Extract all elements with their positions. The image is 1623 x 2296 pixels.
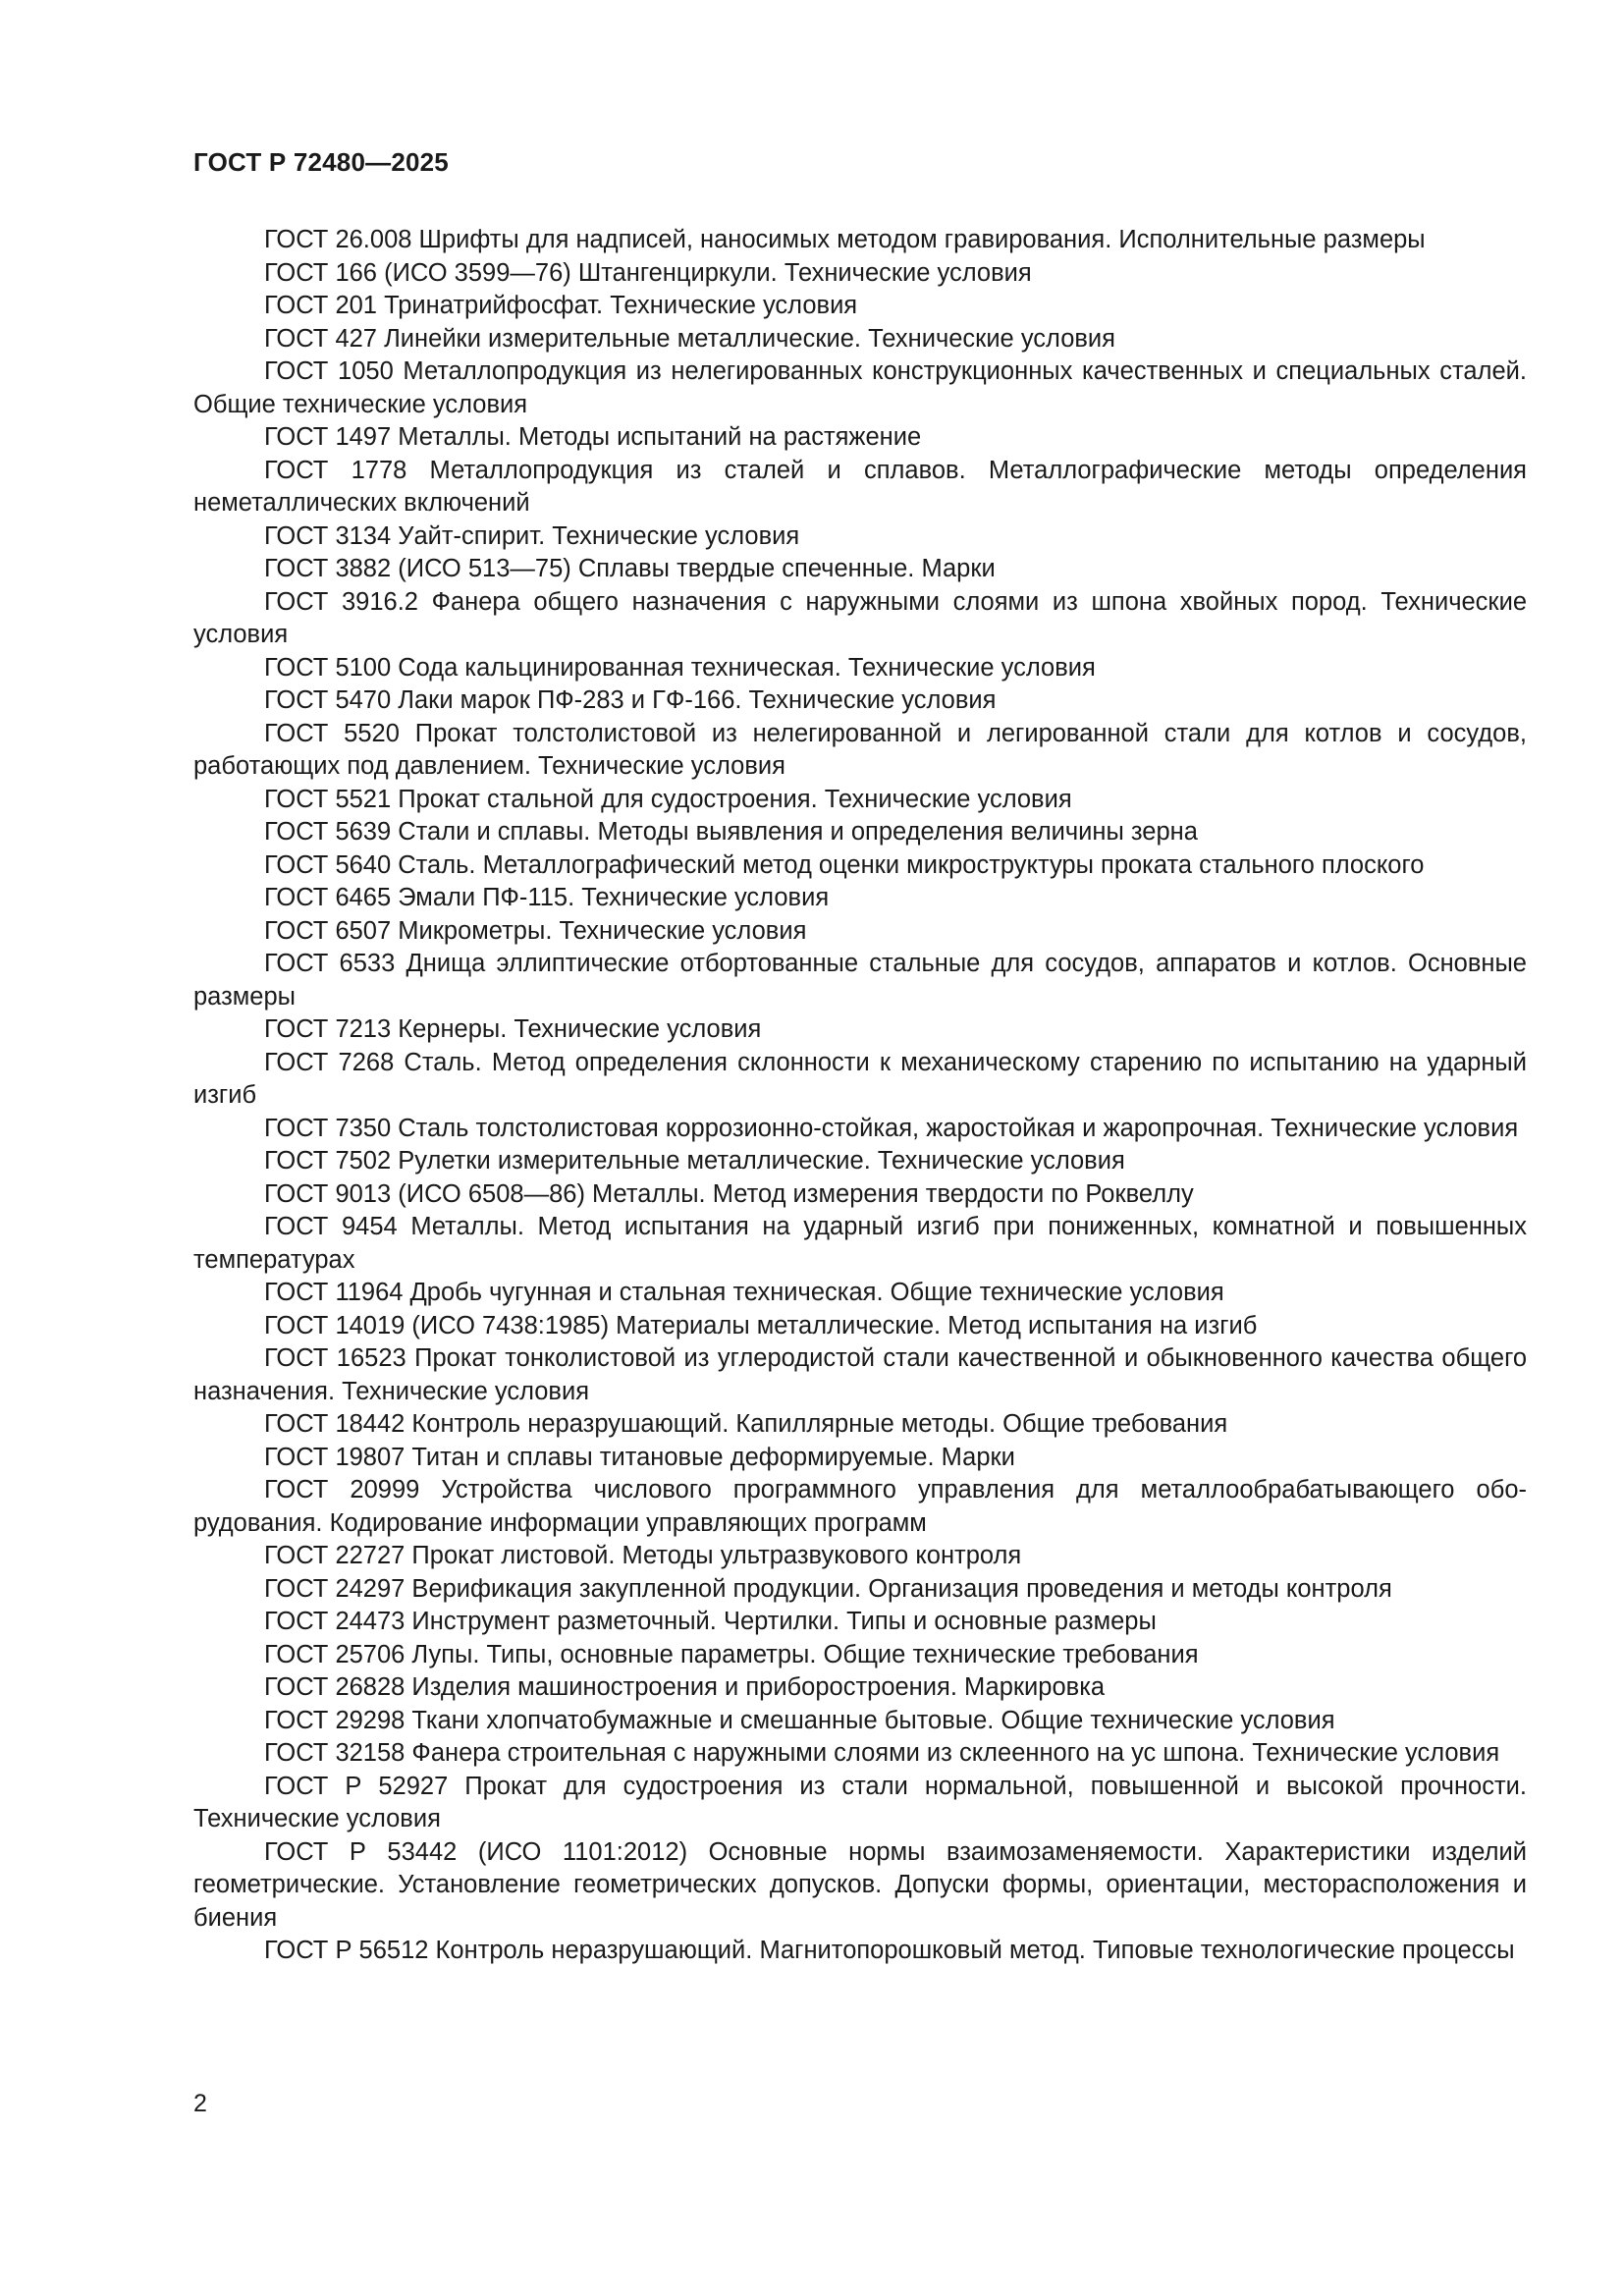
reference-item: ГОСТ 7350 Сталь толстолистовая коррозионно-стойкая, жаростойкая и жаропрочная. Технические условия — [264, 1114, 1519, 1142]
reference-item: ГОСТ 5470 Лаки марок ПФ-283 и ГФ-166. Технические условия — [264, 686, 997, 714]
reference-item: ГОСТ 22727 Прокат листовой. Методы ультразвукового контроля — [264, 1542, 1022, 1569]
reference-item: ГОСТ 1778 Металлопродукция из сталей и сплавов. Металлографические методы определения неметаллических включений — [193, 456, 1527, 517]
reference-item: ГОСТ 5520 Прокат толстолистовой из нелегированной и легированной стали для котлов и сосудов, работающих под давлением. Технические условия — [193, 719, 1527, 780]
reference-item: ГОСТ Р 53442 (ИСО 1101:2012) Основные нормы взаимозаменяемости. Характеристики изделий геометрические. Установление геометрических допусков. Допуски формы, ориентации, месторасположения и биения — [193, 1837, 1527, 1932]
reference-item: ГОСТ 16523 Прокат тонколистовой из углеродистой стали качественной и обыкновенного качества общего назначения. Технические условия — [193, 1344, 1527, 1405]
reference-item: ГОСТ 5640 Сталь. Металлографический метод оценки микроструктуры проката стального плоского — [264, 850, 1425, 879]
reference-item: ГОСТ 26828 Изделия машиностроения и приборостроения. Маркировка — [264, 1673, 1106, 1701]
normative-references-list — [193, 224, 1527, 1968]
reference-item: ГОСТ 18442 Контроль неразрушающий. Капиллярные методы. Общие требования — [264, 1410, 1228, 1438]
reference-item: ГОСТ 24297 Верификация закупленной продукции. Организация проведения и методы контроля — [264, 1574, 1392, 1603]
reference-item: ГОСТ 166 (ИСО 3599—76) Штангенциркули. Технические условия — [264, 258, 1032, 287]
reference-item: ГОСТ 26.008 Шрифты для надписей, наносимых методом гравирования. Исполнительные размеры — [264, 226, 1426, 253]
reference-item: ГОСТ 6533 Днища эллиптические отбортованные стальные для сосудов, аппаратов и котлов. Основные размеры — [193, 950, 1527, 1011]
reference-item: ГОСТ 19807 Титан и сплавы титановые деформируемые. Марки — [264, 1443, 1015, 1471]
reference-item: ГОСТ Р 52927 Прокат для судостроения из стали нормальной, повышенной и высокой прочности. Технические условия — [193, 1772, 1527, 1832]
reference-item: ГОСТ 7213 Кернеры. Технические условия — [264, 1015, 762, 1043]
reference-item: ГОСТ 3134 Уайт-спирит. Технические условия — [264, 521, 800, 550]
reference-item: ГОСТ Р 56512 Контроль неразрушающий. Магнитопорошковый метод. Типовые технологические процессы — [264, 1937, 1515, 1964]
reference-item: ГОСТ 9454 Металлы. Метод испытания на ударный изгиб при пониженных, комнатной и повышенных температурах — [193, 1213, 1527, 1274]
reference-item: ГОСТ 29298 Ткани хлопчатобумажные и смешанные бытовые. Общие технические условия — [264, 1706, 1335, 1734]
page-number: 2 — [193, 2090, 207, 2117]
reference-item: ГОСТ 24473 Инструмент разметочный. Чертилки. Типы и основные размеры — [264, 1608, 1157, 1635]
reference-item: ГОСТ 1497 Металлы. Методы испытаний на растяжение — [264, 423, 922, 451]
reference-item: ГОСТ 7268 Сталь. Метод определения склонности к механическому старению по испытанию на ударный изгиб — [193, 1048, 1527, 1109]
reference-item: ГОСТ 3882 (ИСО 513—75) Сплавы твердые спеченные. Марки — [264, 555, 996, 582]
reference-item: ГОСТ 25706 Лупы. Типы, основные параметры. Общие технические требования — [264, 1640, 1199, 1668]
reference-item: ГОСТ 11964 Дробь чугунная и стальная техническая. Общие технические условия — [264, 1279, 1224, 1306]
reference-item: ГОСТ 6507 Микрометры. Технические условия — [264, 916, 807, 945]
reference-item: ГОСТ 3916.2 Фанера общего назначения с наружными слоями из шпона хвойных пород. Технические условия — [193, 587, 1527, 648]
reference-item: ГОСТ 7502 Рулетки измерительные металлические. Технические условия — [264, 1147, 1125, 1175]
reference-item: ГОСТ 5521 Прокат стальной для судостроения. Технические условия — [264, 785, 1072, 813]
reference-item: ГОСТ 427 Линейки измерительные металлические. Технические условия — [264, 324, 1115, 353]
reference-item: ГОСТ 9013 (ИСО 6508—86) Металлы. Метод измерения твердости по Роквеллу — [264, 1179, 1194, 1208]
document-code-header: ГОСТ Р 72480—2025 — [193, 147, 449, 177]
reference-item: ГОСТ 14019 (ИСО 7438:1985) Материалы металлические. Метод испытания на изгиб — [264, 1311, 1258, 1339]
reference-item: ГОСТ 5100 Сода кальцинированная техническая. Технические условия — [264, 653, 1096, 682]
reference-item: ГОСТ 5639 Стали и сплавы. Методы выявления и определения величины зерна — [264, 818, 1198, 846]
reference-item: ГОСТ 1050 Металлопродукция из нелегированных конструкционных качественных и специальных сталей. Общие технические условия — [193, 357, 1527, 418]
reference-item: ГОСТ 32158 Фанера строительная с наружными слоями из склеенного на ус шпона. Технические условия — [264, 1739, 1500, 1767]
reference-item: ГОСТ 6465 Эмали ПФ-115. Технические условия — [264, 884, 830, 911]
reference-item: ГОСТ 201 Тринатрийфосфат. Технические условия — [264, 292, 858, 319]
reference-item: ГОСТ 20999 Устройства числового программного управления для металлообрабатывающего оборудования. Кодирование информации управляющих программ — [193, 1476, 1527, 1537]
